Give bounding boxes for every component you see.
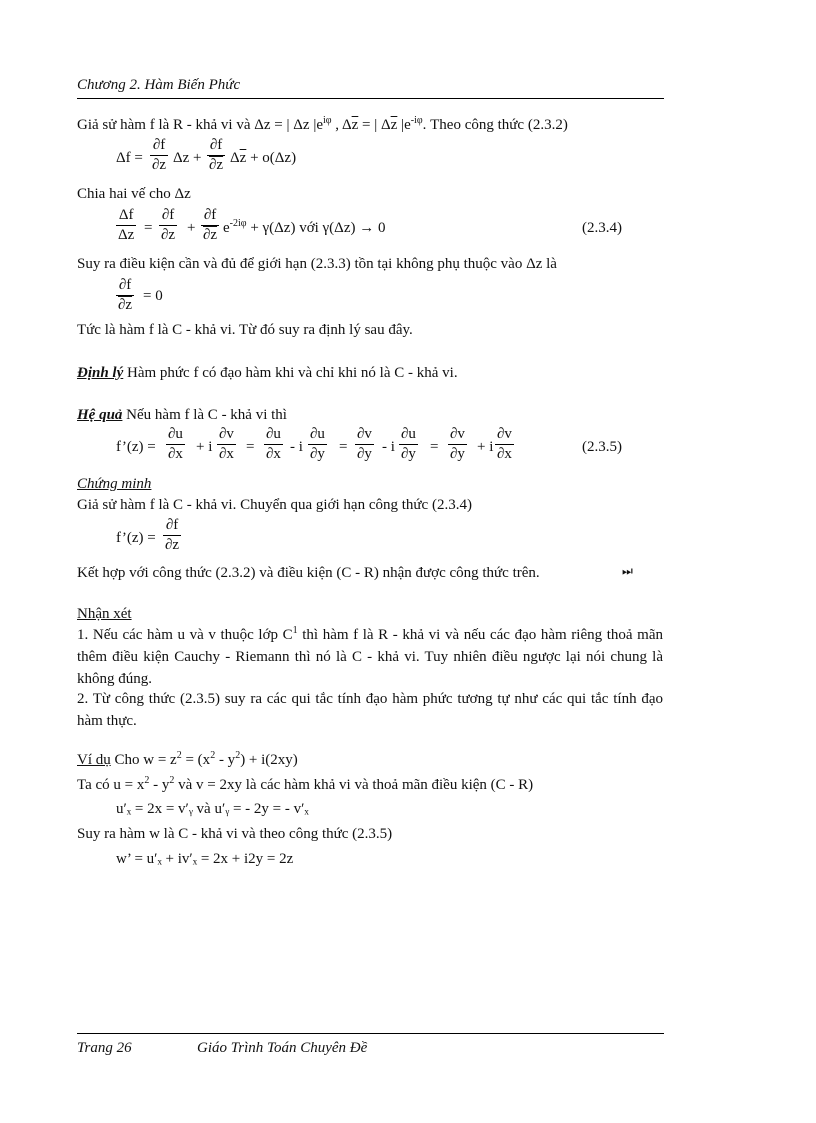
- corollary: [77, 408, 287, 423]
- equation-number: (2.3.5): [582, 439, 622, 455]
- numerator: ∂u: [310, 426, 325, 442]
- fraction: [150, 138, 168, 173]
- denominator: ∂z: [118, 297, 133, 313]
- numerator: ∂v: [450, 426, 465, 442]
- text: 1. Nếu các hàm u và v thuộc lớp C: [77, 627, 293, 643]
- fraction: [399, 427, 418, 462]
- text: - y: [215, 752, 236, 768]
- equals: =: [144, 220, 153, 236]
- superscript: 2: [169, 775, 175, 786]
- denominator: ∂y: [450, 446, 465, 462]
- equals: =: [339, 439, 348, 455]
- fraction: [355, 427, 374, 462]
- example-label: Ví dụ: [77, 752, 111, 768]
- denominator: ∂x: [219, 446, 234, 462]
- z-bar: $\overline{z}$: [239, 150, 247, 166]
- text-line: Tức là hàm f là C - khả vi. Từ đó suy ra định lý sau đây.: [77, 322, 413, 338]
- text-line: Chia hai vế cho Δz: [77, 186, 191, 202]
- numerator: ∂f: [152, 137, 166, 153]
- fraction: [166, 427, 185, 462]
- eq5-lhs: f’(z) =: [116, 530, 156, 546]
- fraction: [116, 278, 134, 313]
- denominator: ∂y: [357, 446, 372, 462]
- text: = (x: [181, 752, 211, 768]
- denominator: Δz: [118, 227, 135, 243]
- numerator: ∂f: [209, 137, 223, 153]
- superscript: 2: [144, 775, 150, 786]
- eq1-tail: [230, 151, 296, 166]
- chapter-header: Chương 2. Hàm Biến Phức: [77, 77, 241, 93]
- text: + γ(Δz) với γ(Δz) → 0: [246, 220, 386, 236]
- eq2-tail: [223, 218, 386, 236]
- text-line: Giả sử hàm f là C - khả vi. Chuyển qua giới hạn công thức (2.3.4): [77, 497, 472, 513]
- numerator: ∂u: [401, 426, 416, 442]
- remark-label: [77, 607, 132, 622]
- z-bar: $\overline{z}$: [390, 117, 398, 133]
- z-bar: $\overline{z}$: [351, 117, 359, 133]
- superscript: 2: [235, 750, 241, 761]
- denominator: ∂z: [209, 157, 224, 173]
- numerator: ∂f: [161, 207, 175, 223]
- numerator: Δf: [118, 207, 134, 223]
- book-title: Giáo Trình Toán Chuyên Đề: [197, 1040, 368, 1056]
- numerator: ∂v: [357, 426, 372, 442]
- eq1-mid: Δz +: [173, 150, 202, 166]
- eq6: u′ₓ = 2x = v′ᵧ và u′ᵧ = - 2y = - v′ₓ: [116, 801, 309, 817]
- remark-2: 2. Từ công thức (2.3.5) suy ra các qui tắc tính đạo hàm phức tương tự như các qui tắc tính đạo hàm thực.: [77, 691, 663, 729]
- text: Cho w = z: [110, 752, 177, 768]
- text: Δ: [230, 150, 240, 166]
- eq4-lhs: f’(z) =: [116, 439, 156, 455]
- eq3-rest: = 0: [143, 288, 163, 304]
- remark-1: [77, 624, 663, 690]
- numerator: ∂v: [219, 426, 234, 442]
- operator: - i: [290, 439, 303, 455]
- qed-icon: ⏭: [622, 564, 633, 578]
- plus: +: [187, 220, 196, 236]
- fraction: [116, 208, 136, 243]
- text: thì hàm f là R - khả vi và nếu các đạo hàm riêng thoả mãn thêm điều kiện Cauchy - Riemann thì nó là C - khả vi. Tuy nhiên điều ngược lại nói chung là không đúng.: [77, 627, 663, 687]
- denominator: ∂z: [203, 227, 218, 243]
- example: [77, 750, 298, 768]
- operator: + i: [196, 439, 213, 455]
- text-line: Suy ra hàm w là C - khả vi và theo công thức (2.3.5): [77, 826, 393, 842]
- equals: =: [430, 439, 439, 455]
- text-line: Kết hợp với công thức (2.3.2) và điều kiện (C - R) nhận được công thức trên.: [77, 565, 540, 581]
- text: và v = 2xy là các hàm khả vi và thoả mãn điều kiện (C - R): [174, 777, 534, 793]
- denominator: ∂z: [161, 227, 176, 243]
- text: = | Δ: [358, 117, 391, 133]
- superscript: -iφ: [410, 115, 423, 126]
- remark-label-text: Nhận xét: [77, 606, 132, 622]
- theorem: [77, 366, 458, 381]
- text: Giả sử hàm f là R - khả vi và Δz = | Δz |e: [77, 117, 323, 133]
- corollary-text: Nếu hàm f là C - khả vi thì: [122, 407, 287, 423]
- numerator: ∂u: [266, 426, 281, 442]
- text-line: Suy ra điều kiện cần và đủ để giới hạn (2.3.3) tồn tại không phụ thuộc vào Δz là: [77, 256, 557, 272]
- text: , Δ: [331, 117, 352, 133]
- theorem-text: Hàm phức f có đạo hàm khi và chỉ khi nó là C - khả vi.: [123, 365, 458, 381]
- text-line: [77, 115, 568, 133]
- theorem-label: Định lý: [77, 365, 124, 381]
- eq1-lhs: Δf =: [116, 150, 143, 166]
- eq7: w’ = u′ₓ + iv′ₓ = 2x + i2y = 2z: [116, 851, 294, 867]
- superscript: 2: [176, 750, 182, 761]
- text-line: [77, 775, 534, 793]
- denominator: ∂z: [152, 157, 167, 173]
- denominator: ∂z: [165, 537, 180, 553]
- text: . Theo công thức (2.3.2): [422, 117, 568, 133]
- denominator: ∂y: [401, 446, 416, 462]
- corollary-label: Hệ quả: [77, 407, 123, 423]
- superscript: -2iφ: [229, 218, 247, 229]
- text: Ta có u = x: [77, 777, 145, 793]
- text: e: [223, 220, 230, 236]
- denominator: ∂y: [310, 446, 325, 462]
- superscript: 2: [210, 750, 216, 761]
- page-number: Trang 26: [77, 1040, 132, 1056]
- fraction: [159, 208, 177, 243]
- numerator: ∂f: [118, 277, 132, 293]
- text: + o(Δz): [246, 150, 297, 166]
- superscript: 1: [292, 625, 298, 636]
- superscript: iφ: [322, 115, 332, 126]
- proof-label: [77, 477, 151, 492]
- fraction: [264, 427, 283, 462]
- footer-rule: [77, 1033, 664, 1034]
- fraction: [448, 427, 467, 462]
- fraction: [217, 427, 236, 462]
- denominator: ∂x: [266, 446, 281, 462]
- equals: =: [246, 439, 255, 455]
- text: - y: [149, 777, 170, 793]
- numerator: ∂f: [203, 207, 217, 223]
- numerator: ∂f: [165, 517, 179, 533]
- operator: - i: [382, 439, 395, 455]
- header-rule: [77, 98, 664, 99]
- numerator: ∂u: [168, 426, 183, 442]
- denominator: ∂x: [168, 446, 183, 462]
- denominator: ∂x: [497, 446, 512, 462]
- numerator: ∂v: [497, 426, 512, 442]
- fraction: [207, 138, 225, 173]
- proof-label-text: Chứng minh: [77, 476, 152, 492]
- fraction: [201, 208, 219, 243]
- text: ) + i(2xy): [240, 752, 298, 768]
- equation-number: (2.3.4): [582, 220, 622, 236]
- operator: + i: [477, 439, 494, 455]
- fraction: [308, 427, 327, 462]
- text: |e: [397, 117, 411, 133]
- fraction: [495, 427, 514, 462]
- fraction: [163, 518, 181, 553]
